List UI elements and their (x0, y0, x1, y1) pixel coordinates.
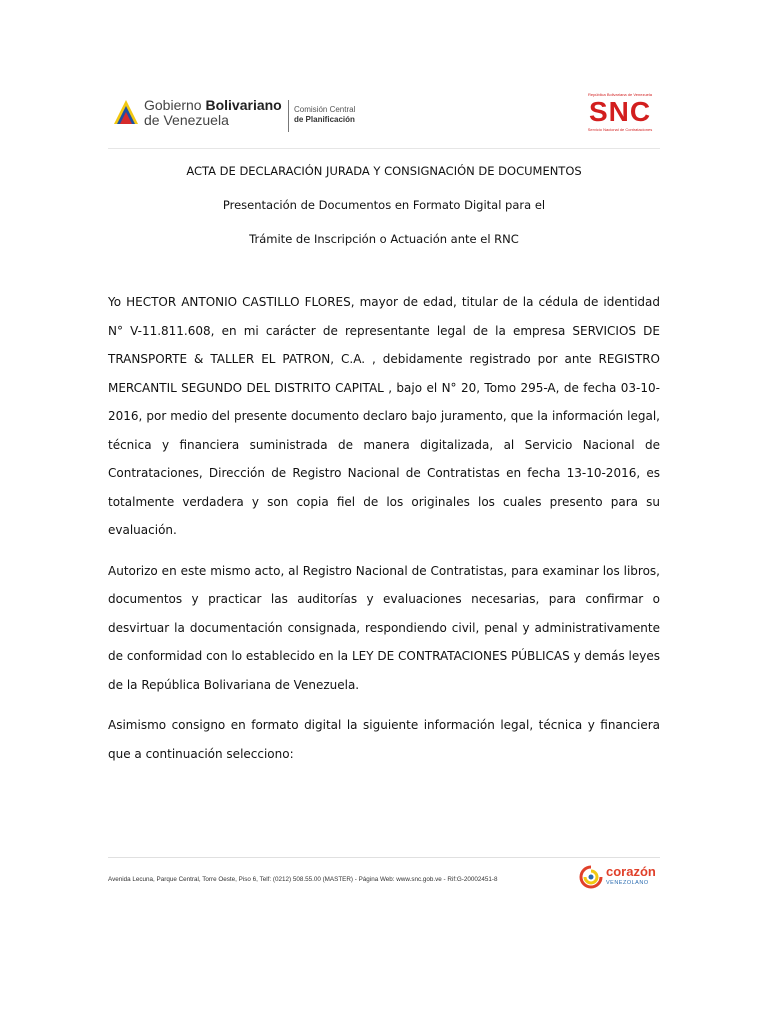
paragraph-declaration: Yo HECTOR ANTONIO CASTILLO FLORES, mayor de edad, titular de la cédula de identidad N° V-11.811.608, en mi carácter de representante legal de la empresa SERVICIOS DE TRANSPORTE & TALLER EL PATRON, C.A. , debidamente registrado por ante REGISTRO MERCANTIL SEGUNDO DEL DISTRITO CAPITAL , bajo el N° 20, Tomo 295-A, de fecha 03-10-2016, por medio del presente documento declaro bajo juramento, que la información legal, técnica y financiera suministrada de manera digitalizada, al Servicio Nacional de Contrataciones, Dirección de Registro Nacional de Contratistas en fecha 13-10-2016, es totalmente verdadera y son copia fiel de los originales los cuales presento para su evaluación. (108, 295, 660, 537)
corazon-logo-text: corazón VENEZOLANO (606, 864, 656, 886)
footer-address: Avenida Lecuna, Parque Central, Torre Oeste, Piso 6, Telf: (0212) 508.55.00 (MASTER) - Página Web: www.snc.gob.ve - Rif:G-20002451-8 (108, 876, 498, 883)
letterhead-footer (108, 857, 660, 904)
document-title (108, 154, 660, 256)
document-body (108, 288, 660, 780)
snc-logo: República Bolivariana de Venezuela SNC Servicio Nacional de Contrataciones (587, 92, 653, 132)
paragraph-authorization: Autorizo en este mismo acto, al Registro Nacional de Contratistas, para examinar los libros, documentos y practicar las auditorías y evaluaciones necesarias, para confirmar o desvirtuar la documentación consignada, respondiendo civil, penal y administrativamente de conformidad con lo establecido en la LEY DE CONTRATACIONES PÚBLICAS y demás leyes de la República Bolivariana de Venezuela. (108, 563, 660, 692)
corazon-heart-icon (578, 864, 604, 890)
letterhead (108, 88, 660, 149)
paragraph-consignment: Asimismo consigno en formato digital la siguiente información legal, técnica y financiera que a continuación selecciono: (108, 718, 660, 761)
title-line-2: Presentación de Documentos en Formato Digital para el (222, 198, 546, 212)
ccp-logo-text: Comisión Central de Planificación (294, 105, 356, 124)
gov-logo-text: Gobierno Bolivariano de Venezuela (144, 97, 282, 128)
title-line-3: Trámite de Inscripción o Actuación ante el RNC (249, 232, 519, 246)
venezuela-flag-arrow-icon (112, 96, 140, 126)
title-line-1: ACTA DE DECLARACIÓN JURADA Y CONSIGNACIÓN DE DOCUMENTOS (186, 164, 582, 178)
logo-divider (288, 100, 289, 132)
